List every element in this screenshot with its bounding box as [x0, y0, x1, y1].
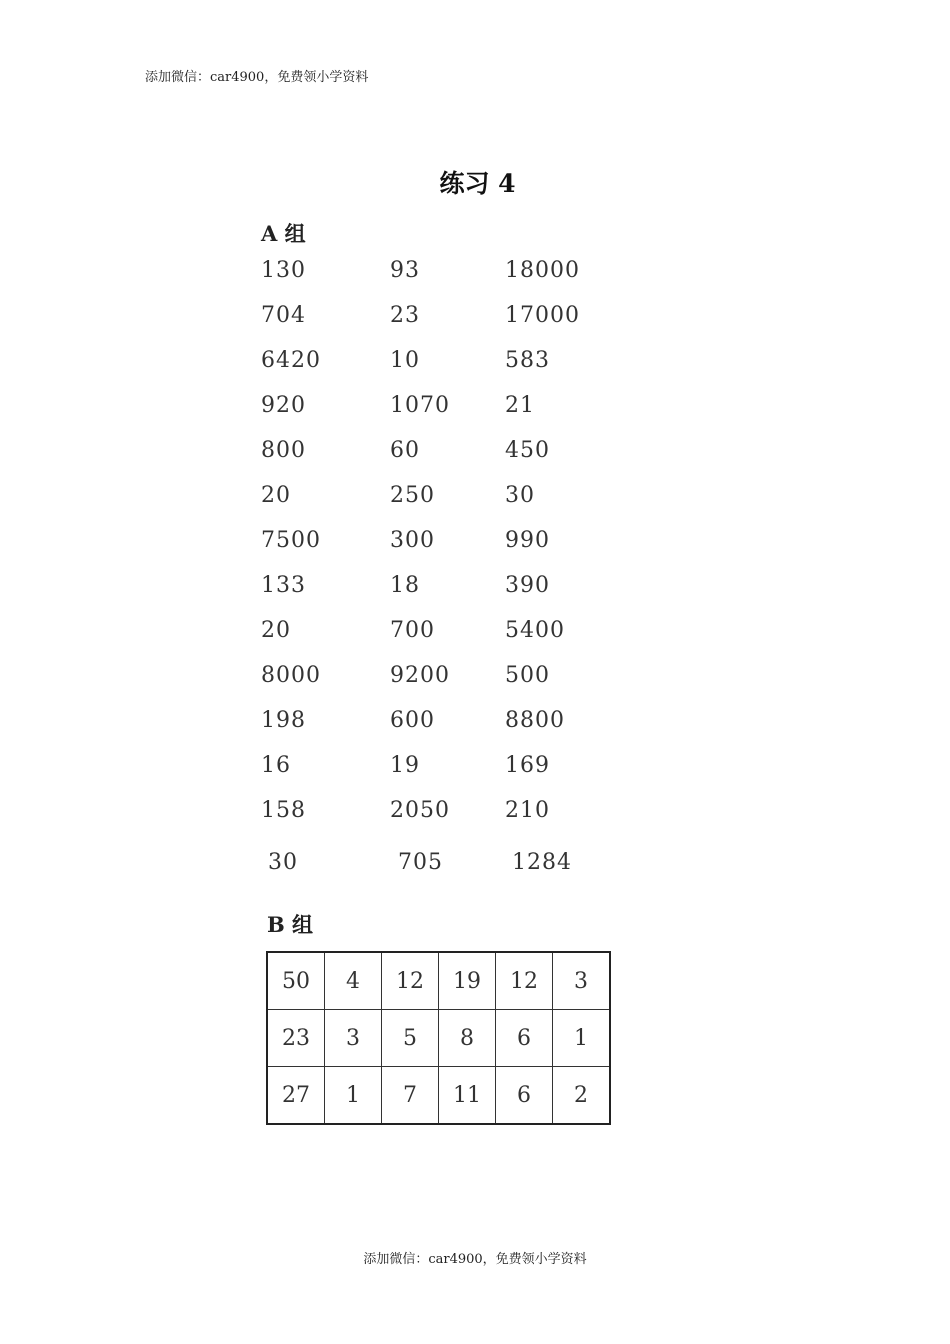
section-b-heading: B 组	[267, 912, 314, 937]
answer-row	[261, 850, 621, 884]
answer-cell: 583	[505, 348, 550, 373]
table-cell: 7	[382, 1067, 439, 1125]
answer-cell: 21	[505, 393, 535, 418]
answer-cell: 30	[268, 850, 298, 875]
answer-row	[261, 573, 621, 607]
answer-cell: 19	[390, 753, 420, 778]
answer-cell: 20	[261, 618, 291, 643]
answer-cell: 210	[505, 798, 550, 823]
table-cell: 1	[553, 1010, 611, 1067]
answer-row	[261, 483, 621, 517]
table-row	[267, 952, 610, 1010]
answer-cell: 300	[390, 528, 435, 553]
table-cell: 8	[439, 1010, 496, 1067]
table-cell: 6	[496, 1067, 553, 1125]
answer-cell: 704	[261, 303, 306, 328]
answer-cell: 700	[390, 618, 435, 643]
answer-cell: 8800	[505, 708, 565, 733]
answer-cell: 1284	[512, 850, 572, 875]
answer-row	[261, 348, 621, 382]
answer-cell: 250	[390, 483, 435, 508]
answer-cell: 23	[390, 303, 420, 328]
answer-cell: 198	[261, 708, 306, 733]
answer-row	[261, 303, 621, 337]
answer-cell: 920	[261, 393, 306, 418]
answer-row	[261, 798, 621, 832]
section-a-heading: A 组	[261, 221, 306, 246]
table-cell: 11	[439, 1067, 496, 1125]
table-cell: 23	[267, 1010, 325, 1067]
answer-cell: 9200	[390, 663, 450, 688]
answer-row	[261, 393, 621, 427]
table-cell: 3	[325, 1010, 382, 1067]
answer-cell: 20	[261, 483, 291, 508]
answer-row	[261, 438, 621, 472]
table-row	[267, 1010, 610, 1067]
page-title: 练习 4	[439, 169, 516, 198]
table-row	[267, 1067, 610, 1125]
answer-cell: 6420	[261, 348, 321, 373]
table-cell: 4	[325, 952, 382, 1010]
answer-cell: 1070	[390, 393, 450, 418]
answer-cell: 705	[398, 850, 443, 875]
answer-cell: 18000	[505, 258, 580, 283]
header-watermark-note: 添加微信：car4900，免费领小学资料	[145, 70, 369, 85]
answer-cell: 17000	[505, 303, 580, 328]
answer-cell: 450	[505, 438, 550, 463]
section-b-answer-table	[266, 951, 611, 1125]
answer-cell: 130	[261, 258, 306, 283]
answer-cell: 600	[390, 708, 435, 733]
answer-row	[261, 753, 621, 787]
answer-cell: 990	[505, 528, 550, 553]
answer-cell: 500	[505, 663, 550, 688]
table-cell: 2	[553, 1067, 611, 1125]
answer-row	[261, 258, 621, 292]
table-cell: 12	[496, 952, 553, 1010]
table-cell: 6	[496, 1010, 553, 1067]
answer-row	[261, 528, 621, 562]
answer-cell: 93	[390, 258, 420, 283]
table-cell: 3	[553, 952, 611, 1010]
table-cell: 5	[382, 1010, 439, 1067]
table-cell: 19	[439, 952, 496, 1010]
answer-cell: 18	[390, 573, 420, 598]
answer-cell: 5400	[505, 618, 565, 643]
footer-watermark-note: 添加微信：car4900，免费领小学资料	[363, 1252, 587, 1267]
answer-cell: 169	[505, 753, 550, 778]
answer-row	[261, 618, 621, 652]
answer-row	[261, 708, 621, 742]
answer-cell: 8000	[261, 663, 321, 688]
answer-cell: 10	[390, 348, 420, 373]
table-cell: 12	[382, 952, 439, 1010]
answer-cell: 390	[505, 573, 550, 598]
answer-row	[261, 663, 621, 697]
answer-cell: 30	[505, 483, 535, 508]
answer-cell: 16	[261, 753, 291, 778]
table-cell: 27	[267, 1067, 325, 1125]
answer-cell: 2050	[390, 798, 450, 823]
answer-cell: 158	[261, 798, 306, 823]
answer-cell: 60	[390, 438, 420, 463]
answer-cell: 7500	[261, 528, 321, 553]
answer-cell: 800	[261, 438, 306, 463]
table-cell: 1	[325, 1067, 382, 1125]
table-cell: 50	[267, 952, 325, 1010]
answer-cell: 133	[261, 573, 306, 598]
